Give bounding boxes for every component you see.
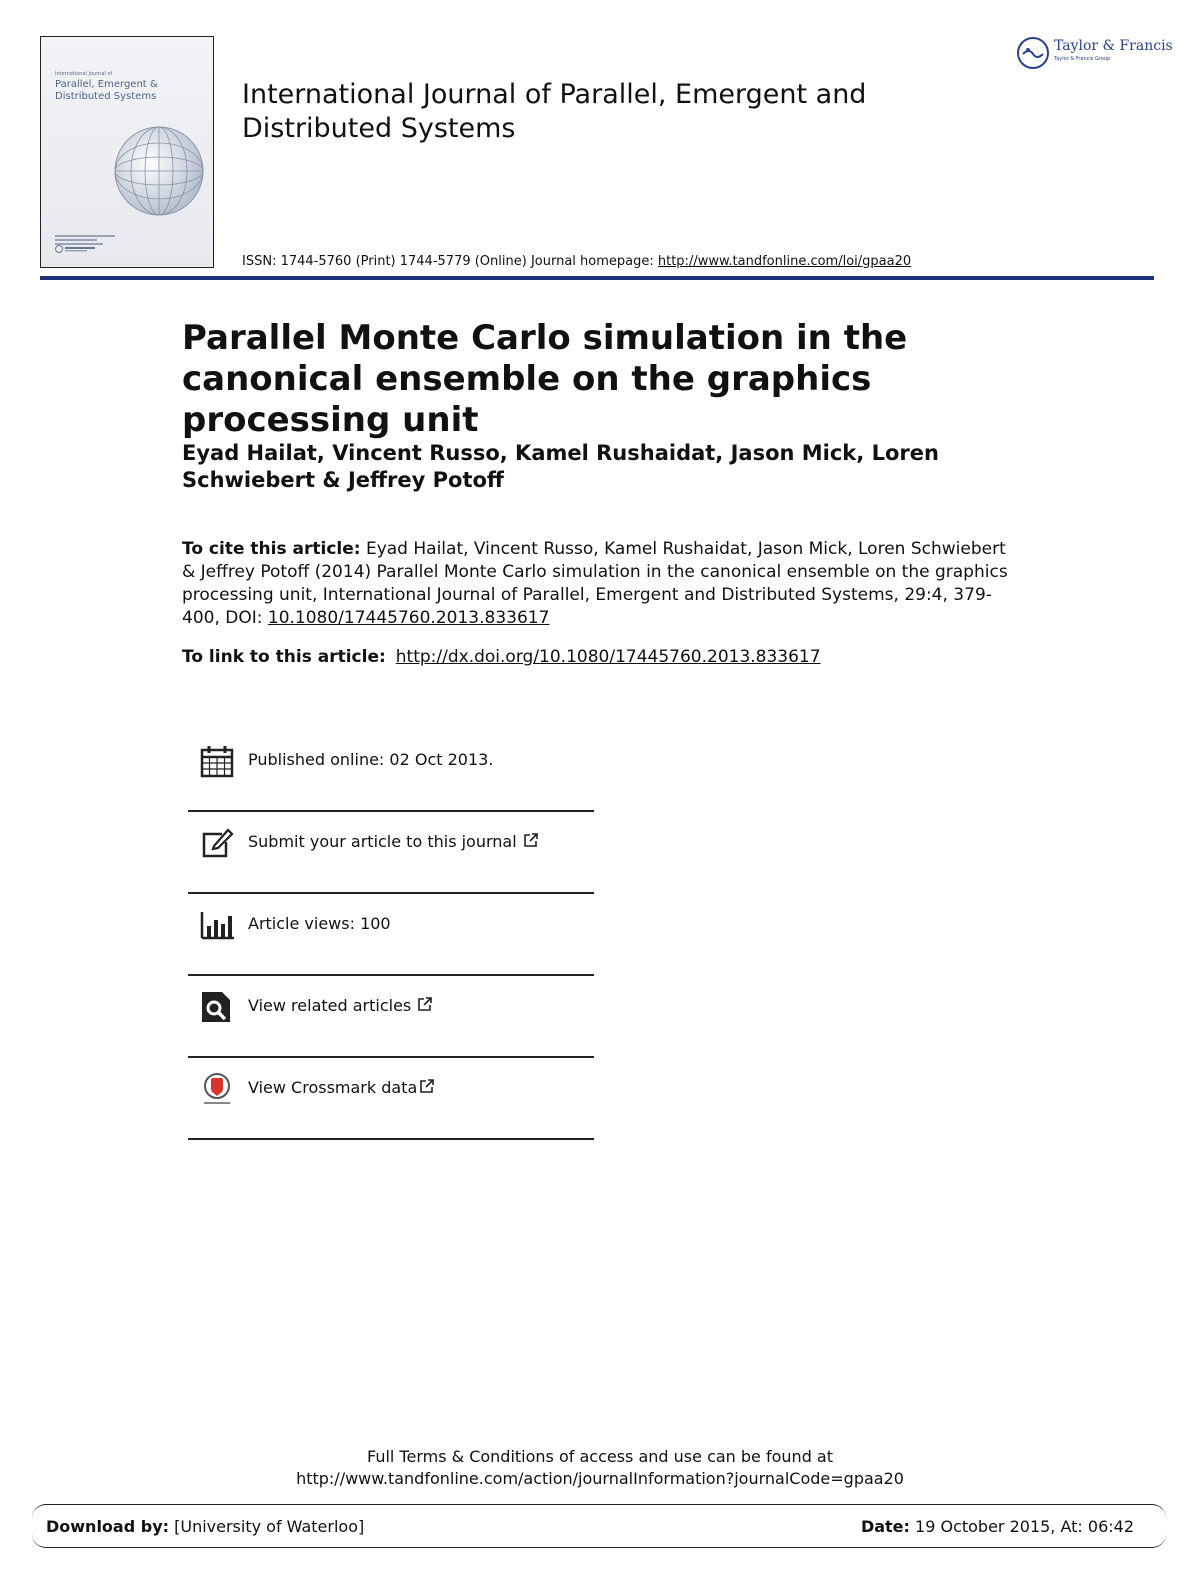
issn-text: ISSN: 1744-5760 (Print) 1744-5779 (Online) Journal homepage:	[242, 254, 658, 269]
related-articles-link[interactable]	[248, 996, 433, 1015]
doi-link[interactable]: 10.1080/17445760.2013.833617	[267, 608, 550, 628]
article-authors: Eyad Hailat, Vincent Russo, Kamel Rushaidat, Jason Mick, Loren Schwiebert & Jeffrey Potoff	[182, 441, 939, 492]
external-link-icon	[523, 832, 539, 848]
publisher-name: Taylor & Francis	[1054, 38, 1173, 54]
article-title: Parallel Monte Carlo simulation in the canonical ensemble on the graphics processing unit	[182, 318, 908, 440]
article-views: Article views: 100	[248, 914, 391, 933]
published-date: Published online: 02 Oct 2013.	[248, 750, 494, 769]
cover-globe-icon	[111, 123, 207, 219]
header-divider	[40, 276, 1154, 280]
external-link-icon	[417, 996, 433, 1012]
citation-label: To cite this article:	[182, 539, 361, 559]
download-info-bar	[32, 1504, 1166, 1548]
article-permalink[interactable]: http://dx.doi.org/10.1080/17445760.2013.833617	[395, 647, 821, 667]
cover-small-text: International Journal of	[55, 71, 113, 77]
citation-block	[182, 538, 1022, 630]
publisher-logo-icon	[1016, 36, 1050, 70]
search-document-icon	[200, 990, 234, 1024]
submit-article-link[interactable]	[248, 832, 539, 851]
external-link-icon	[419, 1078, 435, 1094]
info-item-crossmark[interactable]	[188, 1058, 594, 1140]
info-item-submit[interactable]	[188, 812, 594, 894]
info-item-views	[188, 894, 594, 976]
cover-title: Parallel, Emergent & Distributed Systems	[55, 79, 158, 102]
journal-cover-image	[40, 36, 214, 268]
cover-publisher-logo-icon	[55, 245, 115, 253]
article-info-list	[188, 730, 594, 1140]
crossmark-icon	[200, 1072, 234, 1106]
submit-article-label: Submit your article to this journal	[248, 832, 517, 851]
bar-chart-icon	[200, 908, 234, 942]
download-date	[861, 1517, 1134, 1536]
crossmark-label: View Crossmark data	[248, 1078, 418, 1097]
link-label: To link to this article:	[182, 647, 386, 667]
related-articles-label: View related articles	[248, 996, 412, 1015]
issn-line	[242, 254, 911, 269]
download-label: Download by:	[46, 1517, 170, 1536]
date-value: 19 October 2015, At: 06:42	[909, 1517, 1134, 1536]
terms-line-1: Full Terms & Conditions of access and use can be found at	[366, 1447, 834, 1466]
date-label: Date:	[860, 1517, 910, 1536]
calendar-icon	[200, 744, 234, 778]
publisher-subtitle: Taylor & Francis Group	[1054, 56, 1111, 62]
terms-url[interactable]: http://www.tandfonline.com/action/journalInformation?journalCode=gpaa20	[296, 1469, 904, 1488]
download-by	[46, 1517, 364, 1536]
info-item-related[interactable]	[188, 976, 594, 1058]
crossmark-link[interactable]	[248, 1078, 435, 1097]
info-item-published	[188, 730, 594, 812]
download-institution: [University of Waterloo]	[169, 1517, 365, 1536]
publisher-logo	[1016, 36, 1173, 70]
journal-title: International Journal of Parallel, Emergent and Distributed Systems	[242, 79, 867, 144]
edit-icon	[200, 826, 234, 860]
journal-homepage-link[interactable]: http://www.tandfonline.com/loi/gpaa20	[657, 254, 912, 269]
article-link-line	[182, 647, 821, 667]
terms-notice	[0, 1446, 1200, 1490]
citation-text: Eyad Hailat, Vincent Russo, Kamel Rushaidat, Jason Mick, Loren Schwiebert & Jeffrey Potoff (2014) Parallel Monte Carlo simulation in the canonical ensemble on the graphics processing unit, International Journal of Parallel, Emergent and Distributed Systems, 29:4, 379-400, DOI:	[182, 539, 1008, 628]
